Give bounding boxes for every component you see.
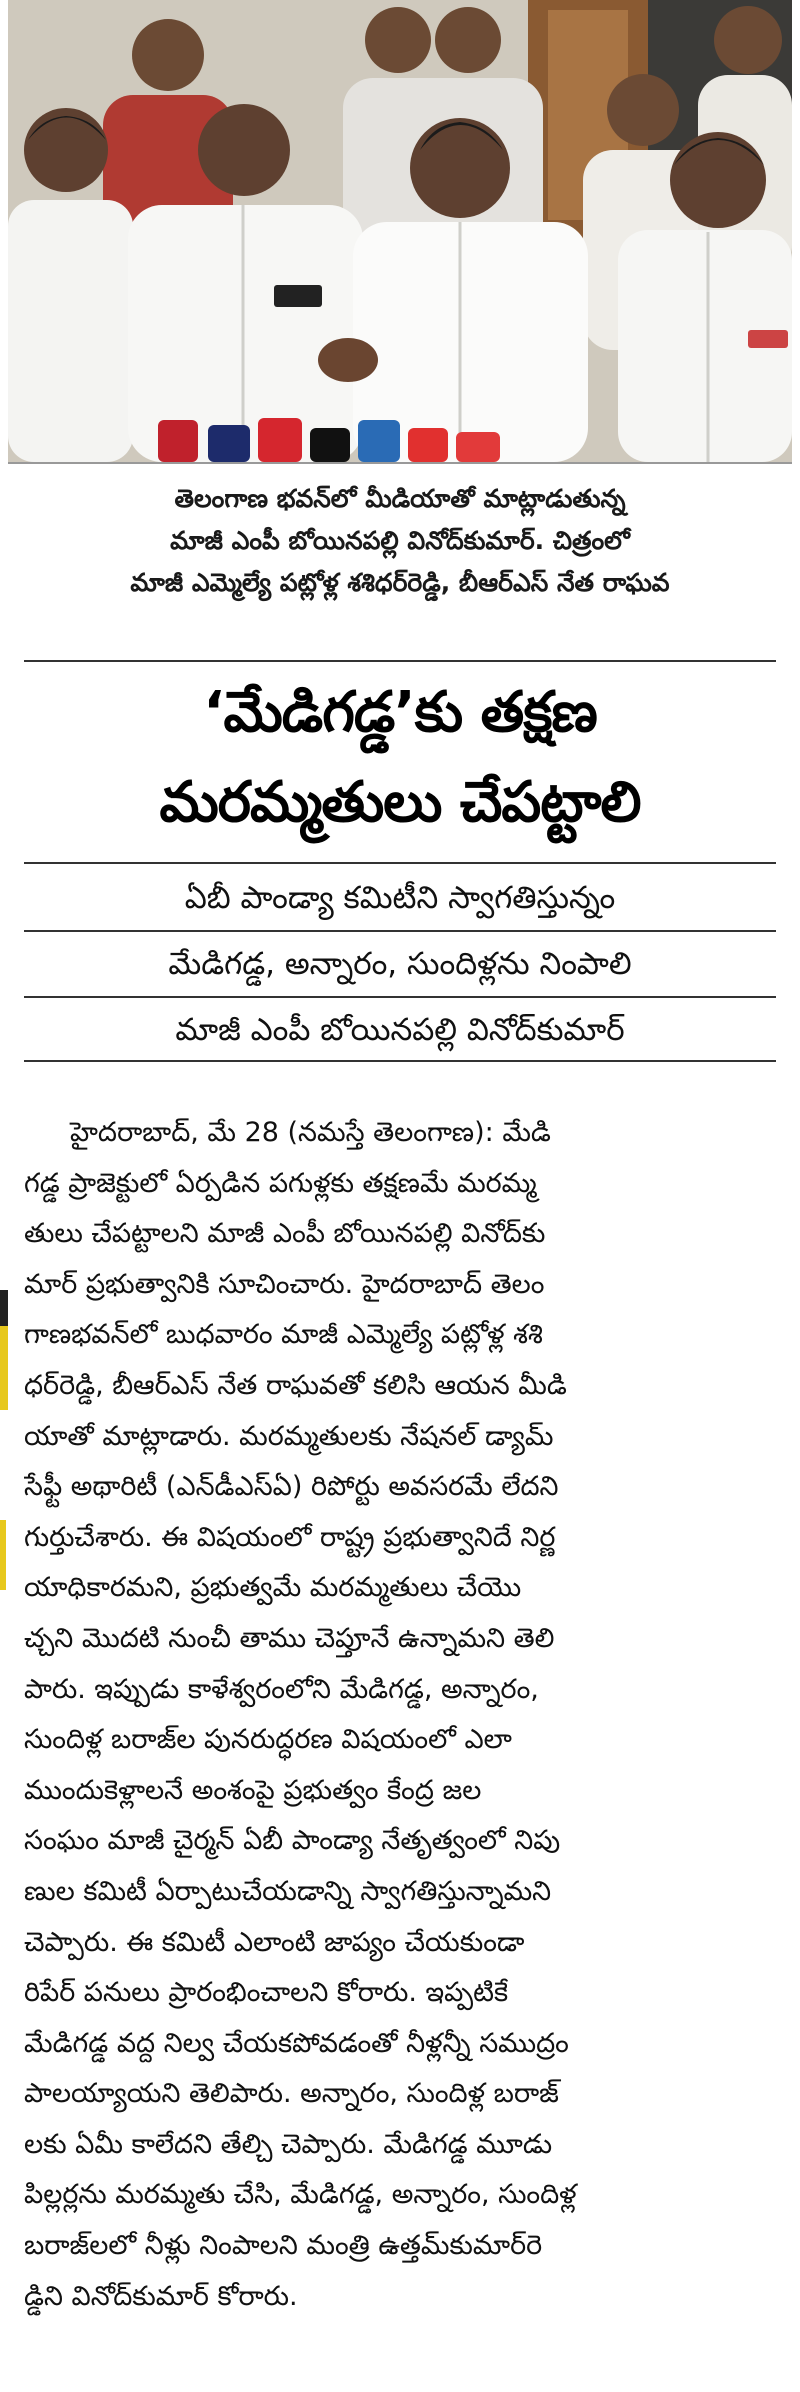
page-edge-marker <box>0 1290 8 1410</box>
article-body-line: పాలయ్యాయని తెలిపారు. అన్నారం, సుందిళ్ల బరాజ్ <box>24 2078 559 2110</box>
article-body-line: రిపేర్ పనులు ప్రారంభించాలని కోరారు. ఇప్పటికే <box>24 1977 509 2009</box>
article-body-line: ధర్‌రెడ్డి, బీఆర్‌ఎస్ నేత రాఘవతో కలిసి ఆయన మీడి <box>24 1369 567 1401</box>
article-body-line: లకు ఏమీ కాలేదని తేల్చి చెప్పారు. మేడిగడ్డ మూడు <box>24 2128 553 2160</box>
article-body-line: ణుల కమిటీ ఏర్పాటుచేయడాన్ని స్వాగతిస్తున్నామని <box>24 1875 552 1907</box>
article-body-line: సుందిళ్ల బరాజ్‌ల పునరుద్ధరణ విషయంలో ఎలా <box>24 1724 512 1756</box>
page-edge-marker-lower <box>0 1520 6 1590</box>
article-body-line: సేఫ్టీ అథారిటీ (ఎన్‌డీఎస్‌ఏ) రిపోర్టు అవసరమే లేదని <box>24 1471 559 1503</box>
photo-illustration <box>8 0 792 462</box>
caption-divider <box>24 660 776 662</box>
press-conference-photo <box>8 0 792 464</box>
article-body-line: గడ్డ ప్రాజెక్టులో ఏర్పడిన పగుళ్లకు తక్షణమే మరమ్మ <box>24 1167 537 1199</box>
photo-caption <box>30 478 770 604</box>
article-body-line: సంఘం మాజీ చైర్మన్ ఏబీ పాండ్యా నేతృత్వంలో నిపు <box>24 1825 561 1857</box>
subheadline: మేడిగడ్డ, అన్నారం, సుందిళ్లను నింపాలి <box>24 932 776 998</box>
subheadline: మాజీ ఎంపీ బోయినపల్లి వినోద్‌కుమార్ <box>175 1012 625 1048</box>
caption-line: తెలంగాణ భవన్‌లో మీడియాతో మాట్లాడుతున్న <box>174 484 626 513</box>
article-body-line: గాణభవన్‌లో బుధవారం మాజీ ఎమ్మెల్యే పట్లోళ్ల శశి <box>24 1319 543 1351</box>
article-body-line: తులు చేపట్టాలని మాజీ ఎంపీ బోయినపల్లి వినోద్‌కు <box>24 1218 546 1250</box>
article-body-line: పారు. ఇప్పుడు కాళేశ్వరంలోని మేడిగడ్డ, అన్నారం, <box>24 1673 539 1705</box>
article-body-line: యాధికారమని, ప్రభుత్వమే మరమ్మతులు చేయొ <box>24 1572 522 1604</box>
article-body-line: యాతో మాట్లాడారు. మరమ్మతులకు నేషనల్ డ్యామ్ <box>24 1420 554 1452</box>
article-body-line: చ్చని మొదటి నుంచీ తాము చెప్తూనే ఉన్నామని తెలి <box>24 1622 555 1654</box>
subheadline-divider <box>24 1060 776 1062</box>
subheadline-list <box>24 866 776 1062</box>
article-body-line: ముందుకెళ్లాలనే అంశంపై ప్రభుత్వం కేంద్ర జల <box>24 1774 482 1806</box>
article-body-line: చెప్పారు. ఈ కమిటీ ఎలాంటి జాప్యం చేయకుండా <box>24 1926 525 1958</box>
headline-divider <box>24 862 776 864</box>
article-body-line: డ్డిని వినోద్‌కుమార్ కోరారు. <box>24 2280 298 2312</box>
caption-line: మాజీ ఎంపీ బోయినపల్లి వినోద్‌కుమార్. చిత్రంలో <box>170 526 630 555</box>
article-body-line: మార్ ప్రభుత్వానికి సూచించారు. హైదరాబాద్ తెలం <box>24 1268 545 1300</box>
article-body <box>24 1108 776 2322</box>
subheadline: ఏబీ పాండ్యా కమిటీని స్వాగతిస్తున్నం <box>24 866 776 932</box>
headline-line-1: ‘మేడిగడ్డ’కు తక్షణ <box>203 680 597 745</box>
caption-line: మాజీ ఎమ్మెల్యే పట్లోళ్ల శశిధర్‌రెడ్డి, బీఆర్‌ఎస్ నేత రాఘవ <box>130 568 670 597</box>
article-body-line: పిల్లర్లను మరమ్మతు చేసి, మేడిగడ్డ, అన్నారం, సుందిళ్ల <box>24 2179 577 2211</box>
article-body-line: బరాజ్‌లలో నీళ్లు నింపాలని మంత్రి ఉత్తమ్‌కుమార్‌రె <box>24 2230 543 2262</box>
headline-line-2: మరమ్మతులు చేపట్టాలి <box>159 770 641 835</box>
article-headline <box>24 668 776 848</box>
article-body-line: మేడిగడ్డ వద్ద నిల్వ చేయకపోవడంతో నీళ్లన్నీ సముద్రం <box>24 2027 569 2059</box>
article-body-line: గుర్తుచేశారు. ఈ విషయంలో రాష్ట్ర ప్రభుత్వానిదే నిర్ణ <box>24 1521 556 1553</box>
article-body-line: హైదరాబాద్, మే 28 (నమస్తే తెలంగాణ): మేడి <box>70 1117 551 1148</box>
